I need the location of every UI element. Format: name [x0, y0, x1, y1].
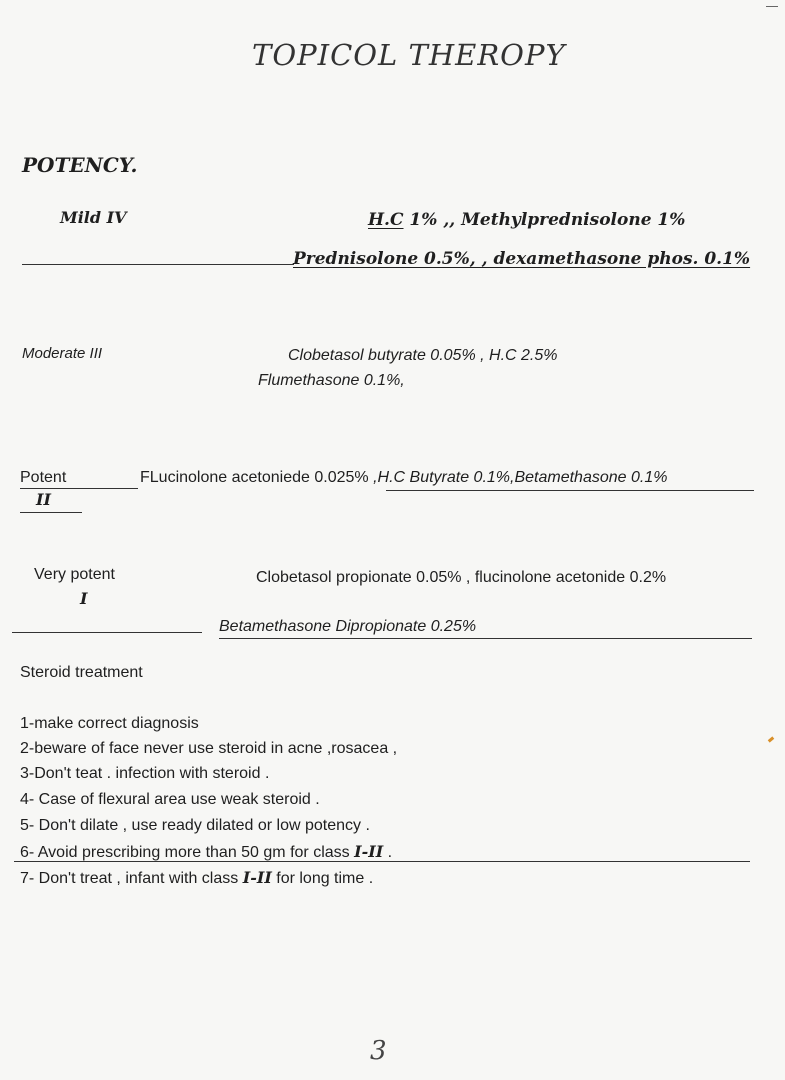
- very-potent-line-1: Clobetasol propionate 0.05% , flucinolone acetonide 0.2%: [256, 569, 667, 586]
- treatment-item-6-class: I-II: [354, 842, 384, 861]
- treatment-item-6-text: 6- Avoid prescribing more than 50 gm for class: [20, 844, 355, 861]
- mild-rule: [22, 264, 294, 265]
- potent-class-rule: [20, 512, 82, 513]
- potent-class: II: [36, 490, 51, 509]
- treatment-item-4: 4- Case of flexural area use weak steroid .: [20, 791, 320, 808]
- treatment-item-7-class: I-II: [242, 868, 272, 887]
- treatment-item-5: 5- Don't dilate , use ready dilated or low potency .: [20, 817, 370, 834]
- treatment-item-7-end: for long time .: [271, 870, 374, 887]
- treatment-item-7: [20, 868, 373, 888]
- treatment-item-2: 2-beware of face never use steroid in acne ,rosacea ,: [20, 740, 398, 757]
- page-title: TOPICOL THEROPY: [252, 38, 566, 72]
- moderate-label: Moderate III: [22, 345, 103, 362]
- treatment-item-6-rule: [14, 861, 750, 862]
- edge-mark: [766, 6, 778, 7]
- moderate-line-2: Flumethasone 0.1%,: [258, 372, 405, 389]
- mild-hc: H.C: [368, 210, 404, 230]
- very-potent-rule-left: [12, 632, 202, 633]
- treatment-item-6-end: .: [383, 844, 393, 861]
- potent-line-1-italic: ,H.C Butyrate 0.1%,Betamethasone 0.1%: [368, 469, 668, 486]
- very-potent-rule-right: [219, 638, 752, 639]
- section-heading: POTENCY.: [22, 153, 138, 177]
- potent-label-rule: [20, 488, 138, 489]
- mild-line-2: Prednisolone 0.5%, , dexamethasone phos. 0.1%: [293, 249, 751, 269]
- mild-label: Mild IV: [60, 208, 127, 227]
- moderate-line-1: Clobetasol butyrate 0.05% , H.C 2.5%: [288, 347, 558, 364]
- treatment-item-6: [20, 842, 392, 862]
- very-potent-class: I: [80, 589, 88, 608]
- treatment-item-3: 3-Don't teat . infection with steroid .: [20, 765, 270, 782]
- treatment-item-7-text: 7- Don't treat , infant with class: [20, 870, 243, 887]
- margin-mark: [768, 736, 775, 742]
- potent-label: Potent: [20, 469, 67, 486]
- potent-rule: [386, 490, 754, 491]
- mild-line-1-rest: 1% ,, Methylprednisolone 1%: [403, 210, 686, 230]
- potent-line-1: [140, 469, 667, 487]
- very-potent-line-2: Betamethasone Dipropionate 0.25%: [219, 618, 477, 635]
- very-potent-label: Very potent: [34, 566, 115, 583]
- steroid-treatment-heading: Steroid treatment: [20, 664, 143, 681]
- treatment-item-1: 1-make correct diagnosis: [20, 715, 199, 732]
- potent-line-1-plain: FLucinolone acetoniede 0.025%: [140, 469, 369, 486]
- mild-line-1: [368, 210, 685, 230]
- page-number: 3: [370, 1036, 387, 1066]
